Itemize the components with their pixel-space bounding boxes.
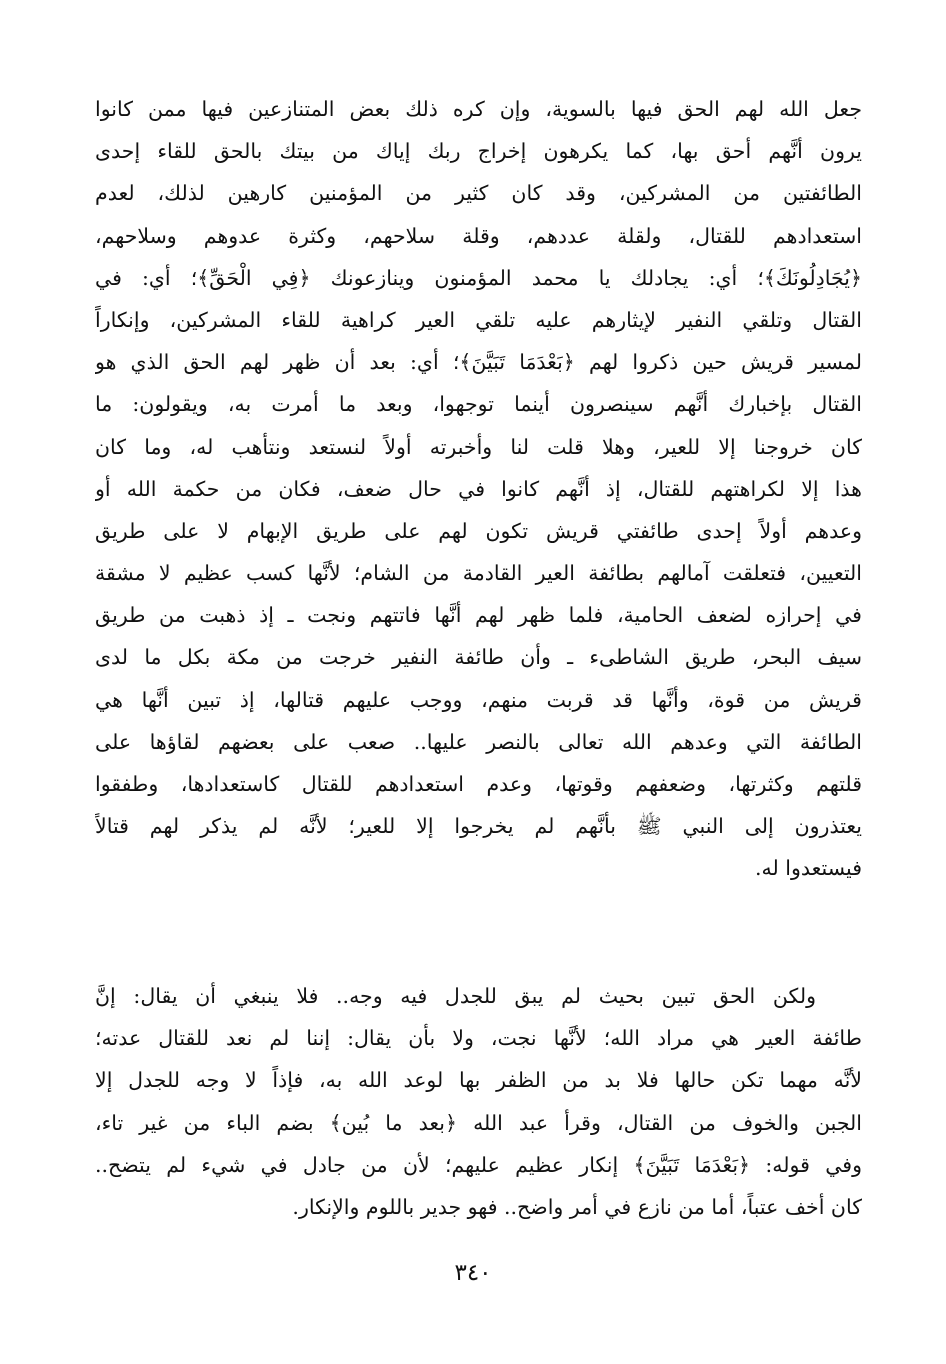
text-line: كان أخف عتباً، أما من نازع في أمر واضح.. فهو جدير باللوم والإنكار. [292,1194,862,1219]
text-line: القتال وتلقي النفير لإيثارهم عليه تلقي العير كراهية للقاء المشركين، وإنكاراً [95,307,862,332]
text-line: لأنَّه مهما تكن حالها فلا بد من الظفر بها لوعد الله به، فإذاً لا وجه للجدل إلا [95,1068,862,1093]
text-line: الجبن والخوف من القتال، وقرأ عبد الله ﴿بعد ما بُين﴾ بضم الباء من غير تاء، [95,1110,862,1135]
paragraph-2 [95,975,862,1228]
text-line: في إحرازه لضعف الحامية، فلما ظهر لهم أنَّها فاتتهم ونجت ـ إذ ذهبت من طريق [95,603,862,628]
text-line: الطائفتين من المشركين، وقد كان كثير من المؤمنين كارهين لذلك، لعدم [95,181,862,206]
text-line: لمسير قريش حين ذكروا لهم ﴿بَعْدَمَا تَبَيَّنَ﴾؛ أي: بعد أن ظهر لهم الحق الذي هو [95,350,862,375]
text-line: وعدهم أولاً إحدى طائفتي قريش تكون لهم على طريق الإبهام لا على طريق [95,518,862,543]
text-line: يرون أنَّهم أحق بها، كما يكرهون إخراج ربك إياك من بيتك بالحق للقاء إحدى [95,139,862,164]
text-line: استعدادهم للقتال، ولقلة عددهم، وقلة سلاحهم، وكثرة عدوهم وسلاحهم، [95,223,862,248]
page-number: ٣٤٠ [454,1260,492,1286]
text-line: قلتهم وكثرتها، وضعفهم وقوتها، وعدم استعدادهم للقتال كاستعدادها، وطفقوا [95,772,862,796]
text-line: القتال بإخبارك أنَّهم سينصرون أينما توجهوا، وبعد ما أمرت به، ويقولون: ما [95,392,862,417]
text-line: هذا إلا لكراهتهم للقتال، إذ أنَّهم كانوا في حال ضعف، فكان من حكمة الله أو [95,476,862,501]
paragraph-1 [95,88,862,890]
text-line: طائفة العير هي مراد الله؛ لأنَّها نجت، ولا بأن يقال: إننا لم نعد للقتال عدته؛ [95,1026,862,1051]
text-line: وفي قوله: ﴿بَعْدَمَا تَبَيَّنَ﴾ إنكار عظيم عليهم؛ لأن من جادل في شيء لم يتضح.. [95,1152,862,1177]
text-line: سيف البحر، طريق الشاطىء ـ وأن طائفة النفير خرجت من مكة بكل ما لدى [95,645,862,670]
text-line: كان خروجنا إلا للعير، وهلا قلت لنا وأخبرته أولاً لنستعد ونتأهب له، وما كان [95,434,862,459]
text-line: التعيين، فتعلقت آمالهم بطائفة العير القادمة من الشام؛ لأنَّها كسب عظيم لا مشقة [95,561,862,586]
text-line: الطائفة التي وعدهم الله تعالى بالنصر عليها.. صعب على بعضهم لقاؤها على [95,729,862,754]
text-line: فيستعدوا له. [755,856,862,881]
text-line: قريش من قوة، وأنَّها قد قربت منهم، ووجب عليهم قتالها، إذ تبين أنَّها هي [95,687,862,712]
text-line: يعتذرون إلى النبي ﷺ بأنَّهم لم يخرجوا إلا للعير؛ لأنَّه لم يذكر لهم قتالاً [95,814,862,839]
text-line: ﴿يُجَادِلُونَكَ﴾؛ أي: يجادلك يا محمد المؤمنون وينازعونك ﴿فِي الْحَقِّ﴾؛ أي: في [95,265,862,290]
text-line: جعل الله لهم الحق فيها بالسوية، وإن كره ذلك بعض المتنازعين فيها ممن كانوا [95,97,862,121]
text-line: ولكن الحق تبين بحيث لم يبق للجدل فيه وجه.. فلا ينبغي أن يقال: إنَّ [95,984,816,1008]
